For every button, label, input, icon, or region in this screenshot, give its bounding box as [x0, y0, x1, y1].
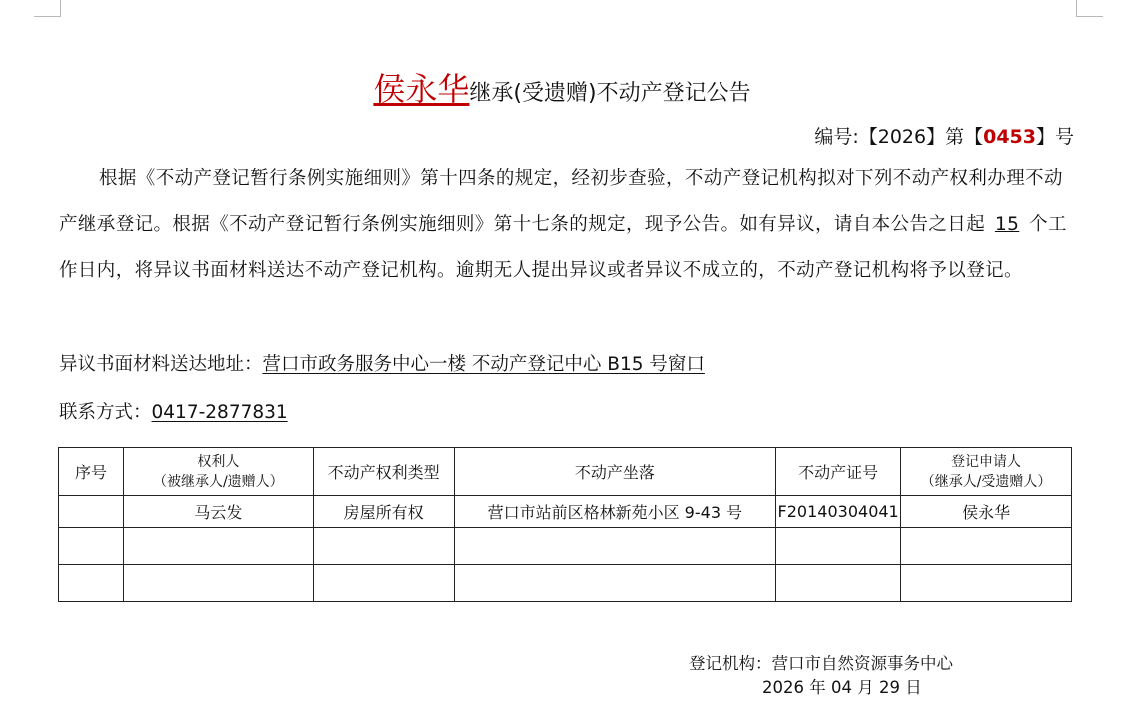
contact-value: 0417-2877831: [151, 402, 288, 423]
cell-right-type: 房屋所有权: [313, 496, 454, 528]
objection-days: 15: [994, 214, 1020, 235]
header-applicant: 登记申请人 （继承人/受遗赠人）: [901, 448, 1072, 496]
address-value: 营口市政务服务中心一楼 不动产登记中心 B15 号窗口: [262, 354, 705, 375]
address-line: [59, 350, 705, 376]
docno-number: 0453: [983, 126, 1036, 148]
property-table: [58, 447, 1072, 602]
table-row: [59, 496, 1072, 528]
notice-date: 2026 年 04 月 29 日: [762, 678, 922, 697]
address-label: 异议书面材料送达地址：: [59, 354, 263, 375]
header-right-type: 不动产权利类型: [313, 448, 454, 496]
table-header-row: [59, 448, 1072, 496]
cell-cert-number: F20140304041: [776, 496, 901, 528]
registration-authority: 登记机构：营口市自然资源事务中心: [689, 654, 953, 673]
title-suffix: 继承(受遗赠)不动产登记公告: [469, 81, 751, 106]
header-holder: 权利人 （被继承人/遗赠人）: [123, 448, 313, 496]
docno-prefix: 编号:【2026】第【: [814, 126, 984, 148]
notice-body: [59, 156, 1077, 294]
body-text-1: 根据《不动产登记暂行条例实施细则》第十四条的规定，经初步查验，不动产登记机构拟对下列不动产权利办理不动产继承登记。根据《不动产登记暂行条例实施细则》第十七条的规定，现予公告。如有异议，请自本公告之日起: [59, 168, 1063, 235]
cell-seq: [59, 496, 124, 528]
contact-label: 联系方式：: [59, 402, 152, 423]
table-row-empty: [59, 565, 1072, 602]
cell-holder: 马云发: [123, 496, 313, 528]
page-corner-mark-top-right: [1076, 0, 1103, 17]
docno-suffix: 】号: [1035, 126, 1074, 148]
header-location: 不动产坐落: [454, 448, 776, 496]
notice-title: [0, 64, 1124, 110]
header-cert-number: 不动产证号: [776, 448, 901, 496]
cell-applicant: 侯永华: [901, 496, 1072, 528]
page-corner-mark-top-left: [34, 0, 61, 17]
header-seq: 序号: [59, 448, 124, 496]
document-number: [814, 122, 1074, 149]
table-row-empty: [59, 528, 1072, 565]
heir-name: 侯永华: [373, 70, 470, 108]
contact-line: [59, 398, 288, 424]
cell-location: 营口市站前区格林新苑小区 9-43 号: [454, 496, 776, 528]
body-text-2: 个工作日内，将异议书面材料送达不动产登记机构。逾期无人提出异议或者异议不成立的，不动产登记机构将予以登记。: [59, 214, 1067, 281]
